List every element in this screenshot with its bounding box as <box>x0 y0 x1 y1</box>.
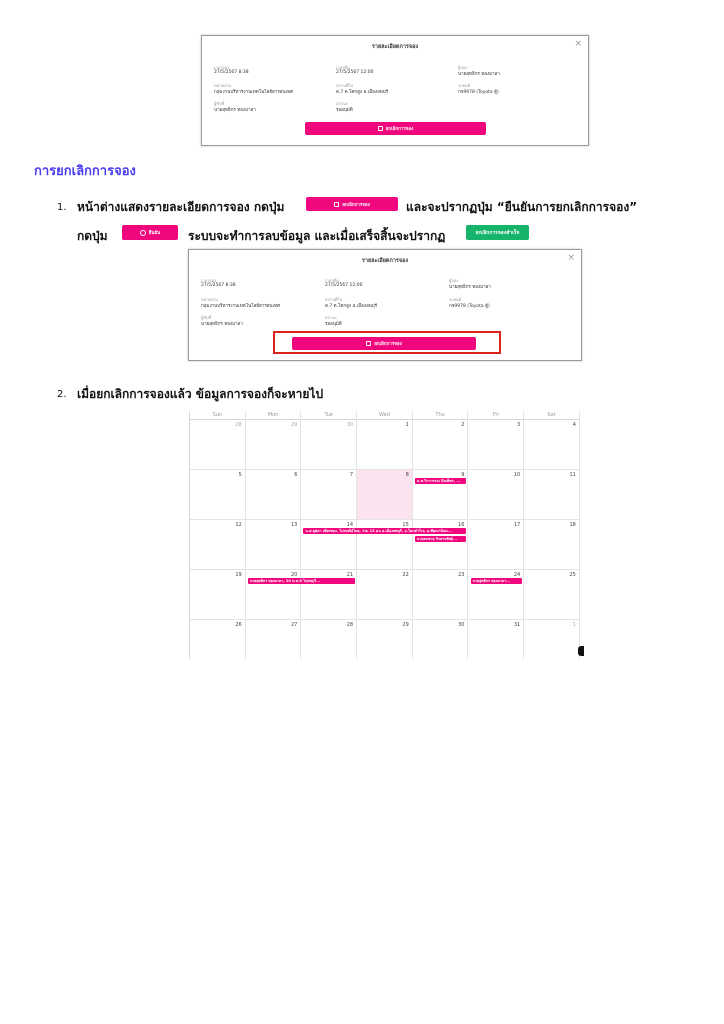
calendar-day-cell[interactable] <box>524 420 580 470</box>
field-value-destination: ต.7 ต.โคกสูง อ.เมืองลพบุรี <box>325 304 378 309</box>
step-1-text-a: หน้าต่างแสดงรายละเอียดการจอง กดปุ่ม <box>77 200 285 214</box>
calendar-day-cell[interactable] <box>469 470 525 520</box>
field-value-start-time: 27/5/2567 8:38 <box>201 283 236 288</box>
field-label-status: สถานะ <box>336 101 348 106</box>
field-value-driver: นายสุทธิกร ทองมาลา <box>214 108 256 113</box>
calendar-day-number: 17 <box>513 522 521 528</box>
calendar-event[interactable]: น.ส.ยุพดา เพียรทอง, ไปรษณีย์ไทย, ร่วม 15 คน อ.เมืองลพบุรี, อ.โคกสำโรง, อ.พัฒนานิคม... <box>303 528 466 534</box>
calendar-day-cell[interactable] <box>357 420 413 470</box>
calendar-day-number: 16 <box>458 522 465 528</box>
calendar-event[interactable]: นายสมชาย รักษาทรัพย์... <box>415 536 467 542</box>
calendar-day-cell[interactable] <box>246 470 302 520</box>
weekday-header-tue: Tue <box>301 411 357 420</box>
calendar-day-cell[interactable] <box>246 420 302 470</box>
calendar-day-cell[interactable] <box>469 620 525 659</box>
panel-title: รายละเอียดการจอง <box>371 44 419 50</box>
field-label-vehicle: รถยนต์ <box>458 83 471 88</box>
calendar-day-cell[interactable] <box>524 470 580 520</box>
calendar-event[interactable]: น.ส.วิภาวรรณ ปัดเพ็ชร, ... <box>415 478 467 484</box>
calendar-day-number: 10 <box>513 472 521 478</box>
calendar-day-cell[interactable] <box>357 470 413 520</box>
field-label-return-time: เวลาคืน <box>336 65 350 70</box>
calendar-day-number: 30 <box>458 622 465 628</box>
calendar-day-number: 2 <box>461 422 465 428</box>
calendar-day-number: 26 <box>235 622 242 628</box>
calendar-day-cell[interactable] <box>469 520 525 570</box>
field-value-booker: นายสุทธิกร ทองมาลา <box>458 72 500 77</box>
field-label-department: หน่วยงาน <box>201 297 218 302</box>
calendar-day-number: 24 <box>513 572 521 578</box>
calendar-day-number: 20 <box>291 572 298 578</box>
calendar-day-cell[interactable] <box>190 520 246 570</box>
calendar-day-number: 25 <box>569 572 576 578</box>
field-value-return-time: 27/5/2567 12:00 <box>325 283 363 288</box>
calendar-day-number: 18 <box>569 522 576 528</box>
calendar-day-number: 31 <box>513 622 521 628</box>
step-2-text: เมื่อยกเลิกการจองแล้ว ข้อมูลการจองก็จะหายไป <box>77 387 324 401</box>
field-label-department: หน่วยงาน <box>214 83 231 88</box>
field-label-booker: ผู้จอง <box>449 278 459 283</box>
close-icon[interactable]: × <box>567 253 575 263</box>
calendar-event[interactable]: นายสุทธิกร ทองมาลา... <box>471 578 523 584</box>
calendar-day-cell[interactable] <box>524 570 580 620</box>
scroll-handle-icon[interactable] <box>578 646 584 656</box>
inline-confirm-button-label: ยืนยัน <box>148 231 161 236</box>
calendar-day-number: 27 <box>291 622 298 628</box>
calendar-day-cell[interactable] <box>246 620 302 659</box>
cancel-booking-button-label: ยกเลิกการจอง <box>374 342 402 347</box>
step-1-text-c: กดปุ่ม <box>77 229 108 243</box>
calendar-day-cell[interactable] <box>301 620 357 659</box>
calendar-day-cell[interactable] <box>190 620 246 659</box>
calendar-day-cell[interactable] <box>190 570 246 620</box>
calendar-day-cell[interactable] <box>246 520 302 570</box>
field-value-return-time: 27/5/2567 12:00 <box>336 70 374 75</box>
calendar-day-number: 6 <box>294 472 298 478</box>
field-label-destination: สถานที่ไป <box>325 297 343 302</box>
field-value-department: กลุ่มงานบริหารงานเทคโนโลยีสารสนเทศ <box>201 304 280 309</box>
field-value-department: กลุ่มงานบริหารงานเทคโนโลยีสารสนเทศ <box>214 90 293 95</box>
highlight-box <box>273 331 501 354</box>
close-icon[interactable]: × <box>574 39 582 49</box>
calendar-day-number: 14 <box>346 522 354 528</box>
inline-cancel-button <box>306 197 398 211</box>
calendar-day-cell[interactable] <box>413 620 469 659</box>
success-badge: ยกเลิกการจองสำเร็จ <box>466 225 529 240</box>
field-label-driver: ผู้ขับขี่ <box>201 315 212 320</box>
panel-title: รายละเอียดการจอง <box>361 258 409 264</box>
calendar-day-number: 29 <box>291 422 298 428</box>
calendar-day-number: 13 <box>291 522 298 528</box>
field-label-status: สถานะ <box>325 315 337 320</box>
calendar-day-number: 30 <box>346 422 354 428</box>
field-label-start-time: เวลาจอง <box>214 65 230 70</box>
weekday-header-fri: Fri <box>469 411 525 420</box>
calendar-day-number: 23 <box>458 572 465 578</box>
field-value-destination: ต.7 ต.โคกสูง อ.เมืองลพบุรี <box>336 90 389 95</box>
calendar-event[interactable]: นายสุทธิกร ทองมาลา, 20 ท.ส.6 ไปลพบุรี... <box>248 578 355 584</box>
calendar-day-number: 1 <box>405 422 409 428</box>
weekday-header-sat: Sat <box>524 411 580 420</box>
weekday-header-wed: Wed <box>357 411 413 420</box>
calendar-day-number: 28 <box>235 422 242 428</box>
inline-confirm-button <box>122 225 178 240</box>
exit-icon <box>378 126 383 131</box>
calendar-day-cell[interactable] <box>357 620 413 659</box>
calendar-day-number: 9 <box>461 472 465 478</box>
cancel-booking-button-label: ยกเลิกการจอง <box>385 127 414 132</box>
calendar-day-number: 3 <box>517 422 521 428</box>
field-label-return-time: เวลาคืน <box>325 278 339 283</box>
check-circle-icon <box>140 230 146 236</box>
calendar-day-cell[interactable] <box>413 570 469 620</box>
calendar-day-cell[interactable] <box>524 520 580 570</box>
step-1-text-d: ระบบจะทำการลบข้อมูล และเมื่อเสร็จสิ้นจะปรากฏ <box>188 229 446 243</box>
field-label-booker: ผู้จอง <box>458 65 468 70</box>
section-title: การยกเลิกการจอง <box>34 164 136 179</box>
calendar-day-number: 1 <box>572 622 576 628</box>
calendar-day-cell[interactable] <box>190 470 246 520</box>
calendar-day-number: 19 <box>235 572 242 578</box>
field-value-booker: นายสุทธิกร ทองมาลา <box>449 285 491 290</box>
calendar-day-cell[interactable] <box>413 420 469 470</box>
calendar-day-cell[interactable] <box>190 420 246 470</box>
calendar-day-number: 29 <box>402 622 409 628</box>
field-value-status: รออนุมัติ <box>325 322 342 327</box>
exit-icon <box>334 202 339 207</box>
field-label-start-time: เวลาจอง <box>201 278 217 283</box>
calendar-day-number: 21 <box>346 572 354 578</box>
calendar-day-cell[interactable] <box>469 420 525 470</box>
inline-cancel-button-label: ยกเลิกการจอง <box>342 202 370 208</box>
field-label-driver: ผู้ขับขี่ <box>214 101 225 106</box>
calendar-day-cell[interactable] <box>357 570 413 620</box>
calendar-day-number: 5 <box>238 472 242 478</box>
month-calendar <box>189 411 582 659</box>
weekday-header-mon: Mon <box>246 411 302 420</box>
calendar-day-number: 22 <box>402 572 409 578</box>
step-2-number: 2. <box>57 389 67 400</box>
calendar-day-number: 4 <box>572 422 576 428</box>
step-1-number: 1. <box>57 202 67 213</box>
field-label-destination: สถานที่ไป <box>336 83 354 88</box>
field-value-vehicle: กจ9978 (Toyota ตู้) <box>458 90 499 95</box>
field-value-vehicle: กจ9978 (Toyota ตู้) <box>449 304 490 309</box>
calendar-day-number: 28 <box>346 622 354 628</box>
calendar-day-cell[interactable] <box>301 470 357 520</box>
weekday-header-sun: Sun <box>190 411 246 420</box>
field-value-status: รออนุมัติ <box>336 108 353 113</box>
calendar-day-cell[interactable] <box>524 620 580 659</box>
field-label-vehicle: รถยนต์ <box>449 297 462 302</box>
calendar-day-number: 15 <box>402 522 409 528</box>
calendar-day-number: 7 <box>349 472 354 478</box>
cancel-booking-button[interactable] <box>305 122 486 135</box>
calendar-day-number: 11 <box>569 472 576 478</box>
calendar-day-number: 12 <box>235 522 242 528</box>
calendar-day-number: 8 <box>405 472 409 478</box>
booking-detail-panel-top <box>201 35 589 146</box>
weekday-header-thu: Thu <box>413 411 469 420</box>
field-value-driver: นายสุทธิกร ทองมาลา <box>201 322 243 327</box>
field-value-start-time: 27/5/2567 8:38 <box>214 70 249 75</box>
step-1-text-b: และจะปรากฏปุ่ม “ยืนยันการยกเลิกการจอง” <box>406 200 638 214</box>
calendar-day-cell[interactable] <box>301 420 357 470</box>
